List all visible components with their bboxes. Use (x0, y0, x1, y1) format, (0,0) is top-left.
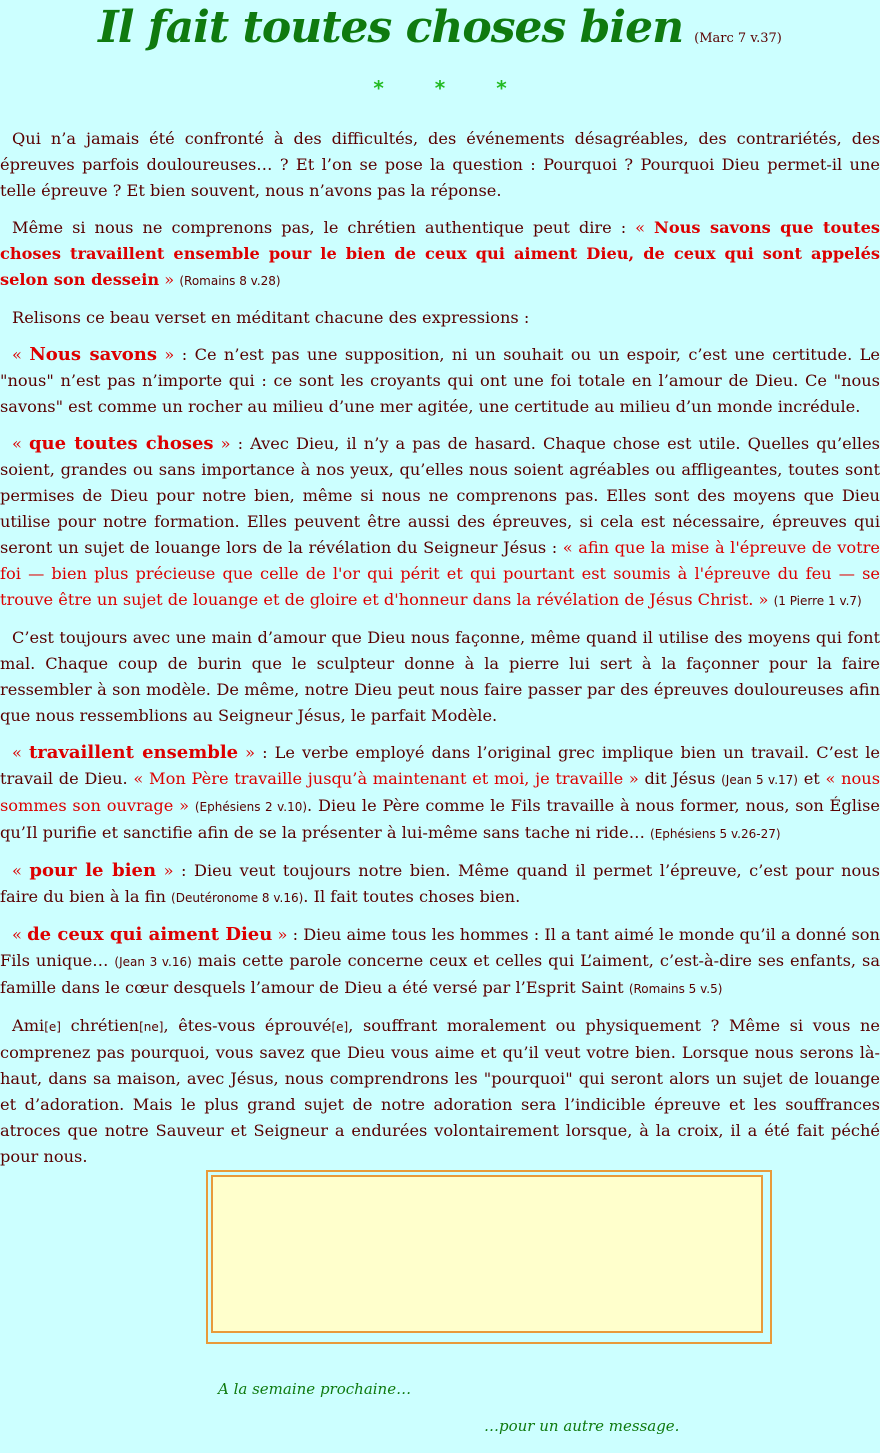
reference-jean-3: (Jean 3 v.16) (114, 955, 192, 969)
paragraph-relisons: Relisons ce beau verset en méditant chacune des expressions : (12, 308, 530, 327)
title-row (0, 2, 880, 53)
keyword-pour-le-bien: pour le bien (29, 860, 157, 881)
paragraph-aiment-dieu (0, 922, 880, 1002)
star-1: * (373, 76, 384, 100)
quote-jean: « Mon Père travaille jusqu’à maintenant et moi, je travaille » (133, 769, 639, 788)
reference-romains-5: (Romains 5 v.5) (628, 982, 723, 996)
paragraph-text: . Il fait toutes choses bien. (303, 887, 521, 906)
star-3: * (496, 76, 507, 100)
paragraph-text: et (798, 769, 826, 788)
paragraph-intro: Qui n’a jamais été confronté à des difficultés, des événements désagréables, des contrariétés, des épreuves parfois douloureuses… ? Et l’on se pose la question : Pourquoi ? Pourquoi Dieu permet-il une telle épreuve ? Et bien souvent, nous n’avons pas la réponse. (0, 129, 880, 200)
paragraph-verse (0, 215, 880, 294)
separator-stars (0, 76, 880, 100)
close-quote: » (238, 743, 256, 762)
keyword-nous-savons: Nous savons (29, 344, 157, 365)
paragraph-text: Ami (12, 1016, 45, 1035)
reference-ephesiens-5: (Ephésiens 5 v.26-27) (650, 827, 781, 841)
open-quote: « (12, 743, 29, 762)
paragraph-travaillent-ensemble (0, 740, 880, 847)
gender-suffix: [e] (331, 1020, 349, 1034)
paragraph-text: : Ce n’est pas une supposition, ni un souhait ou un espoir, c’est une certitude. Le "nous" n’est pas n’importe qui : ce sont les croyants qui ont une foi totale en l’amour de Dieu. Ce "nous savons" est comme un rocher au milieu d’une mer agitée, une certitude au milieu d’un monde incrédule. (0, 345, 880, 416)
reference-deuteronome: (Deutéronome 8 v.16) (171, 891, 304, 905)
quote-1-pierre: « afin que la mise à l'épreuve de votre foi — bien plus précieuse que celle de l'or qui périt et qui pourtant est soumis à l'épreuve du feu — se trouve être un sujet de louange et de gloire et d'honneur dans la révélation de Jésus Christ. » (0, 538, 880, 609)
open-quote: « (12, 345, 30, 364)
footer-next-week: A la semaine prochaine… (218, 1380, 412, 1398)
paragraph-text: : Le verbe employé dans l’original grec implique bien un travail. C’est le travail de Dieu. (0, 743, 880, 788)
paragraph-nous-savons (0, 342, 880, 420)
reference-1-pierre: (1 Pierre 1 v.7) (773, 594, 862, 608)
footer-another-message: …pour un autre message. (484, 1417, 680, 1435)
quote-ephesiens: « nous sommes son ouvrage » (0, 769, 880, 815)
paragraph-text: , souffrant moralement ou physiquement ? Même si vous ne comprenez pas pourquoi, vous savez que Dieu vous aime et qu’il veut votre bien. Lorsque nous serons là-haut, dans sa maison, avec Jésus, nous comprendrons les "pourquoi" qui seront alors un sujet de louange et d’adoration. Mais le plus grand sujet de notre adoration sera l’indicible épreuve et les souffrances atroces que notre Sauveur et Seigneur a endurées volontairement lorsque, à la croix, il a été fait péché pour nous. (0, 1016, 880, 1166)
keyword-travaillent-ensemble: travaillent ensemble (28, 742, 239, 763)
paragraph-text: : Dieu aime tous les hommes : Il a tant aimé le monde qu’il a donné son Fils unique… (0, 925, 880, 970)
close-quote: » (156, 861, 174, 880)
paragraph-text: dit Jésus (638, 769, 722, 788)
verse-frame-inner (211, 1175, 763, 1333)
paragraph-text: mais cette parole concerne ceux et celles qui L’aiment, c’est-à-dire ses enfants, sa famille dans le cœur desquels l’amour de Dieu a été versé par l’Esprit Saint (0, 951, 880, 997)
paragraph-main-amour: C’est toujours avec une main d’amour que Dieu nous façonne, même quand il utilise des moyens qui font mal. Chaque coup de burin que le sculpteur donne à la pierre lui sert à la façonner pour la faire ressembler à son modèle. De même, notre Dieu peut nous faire passer par des épreuves douloureuses afin que nous ressemblions au Seigneur Jésus, le parfait Modèle. (0, 628, 880, 725)
gender-suffix: [ne] (139, 1020, 164, 1034)
reference-ephesiens-2: (Ephésiens 2 v.10) (194, 800, 308, 814)
paragraph-toutes-choses (0, 431, 880, 614)
paragraph-text: . Dieu le Père comme le Fils travaille à nous former, nous, son Église qu’Il purifie et sanctifie afin de se la présenter à lui-même sans tache ni ride… (0, 796, 880, 842)
keyword-toutes-choses: que toutes choses (28, 433, 214, 454)
reference-jean-5: (Jean 5 v.17) (721, 773, 798, 787)
gender-suffix: [e] (44, 1020, 61, 1034)
open-quote: « (12, 861, 30, 880)
paragraph-text: , êtes-vous éprouvé (163, 1016, 332, 1035)
paragraph-text: chrétien (60, 1016, 140, 1035)
verse-close-quote: » (159, 270, 175, 289)
verse-reference: (Romains 8 v.28) (179, 274, 281, 288)
close-quote: » (272, 925, 288, 944)
page-title: Il fait toutes choses bien (98, 2, 684, 53)
open-quote: « (12, 925, 28, 944)
verse-intro: Même si nous ne comprenons pas, le chrétien authentique peut dire : (12, 218, 636, 237)
open-quote: « (12, 434, 29, 453)
paragraph-text: : Dieu veut toujours notre bien. Même quand il permet l’épreuve, c’est pour nous faire du bien à la fin (0, 861, 880, 906)
close-quote: » (213, 434, 231, 453)
paragraph-pour-le-bien (0, 858, 880, 911)
title-reference: (Marc 7 v.37) (694, 31, 782, 46)
star-2: * (434, 76, 446, 100)
key-verse: Nous savons que toutes choses travaillent ensemble pour le bien de ceux qui aiment Dieu, de ceux qui sont appelés selon son dessein (0, 218, 880, 289)
close-quote: » (157, 345, 175, 364)
verse-frame (206, 1170, 772, 1344)
keyword-aiment-dieu: de ceux qui aiment Dieu (27, 924, 273, 945)
article-body (0, 126, 880, 1181)
paragraph-ami-chretien (0, 1013, 880, 1170)
paragraph-text: : Avec Dieu, il n’y a pas de hasard. Chaque chose est utile. Quelles qu’elles soient, grandes ou sans importance à nos yeux, qu’elles nous soient agréables ou affligeantes, toutes sont permises de Dieu pour notre bien, même si nous ne comprenons pas. Elles sont des moyens que Dieu utilise pour notre formation. Elles peuvent être aussi des épreuves, si cela est nécessaire, épreuves qui seront un sujet de louange lors de la révélation du Seigneur Jésus : (0, 434, 880, 557)
verse-open-quote: « (635, 218, 655, 237)
